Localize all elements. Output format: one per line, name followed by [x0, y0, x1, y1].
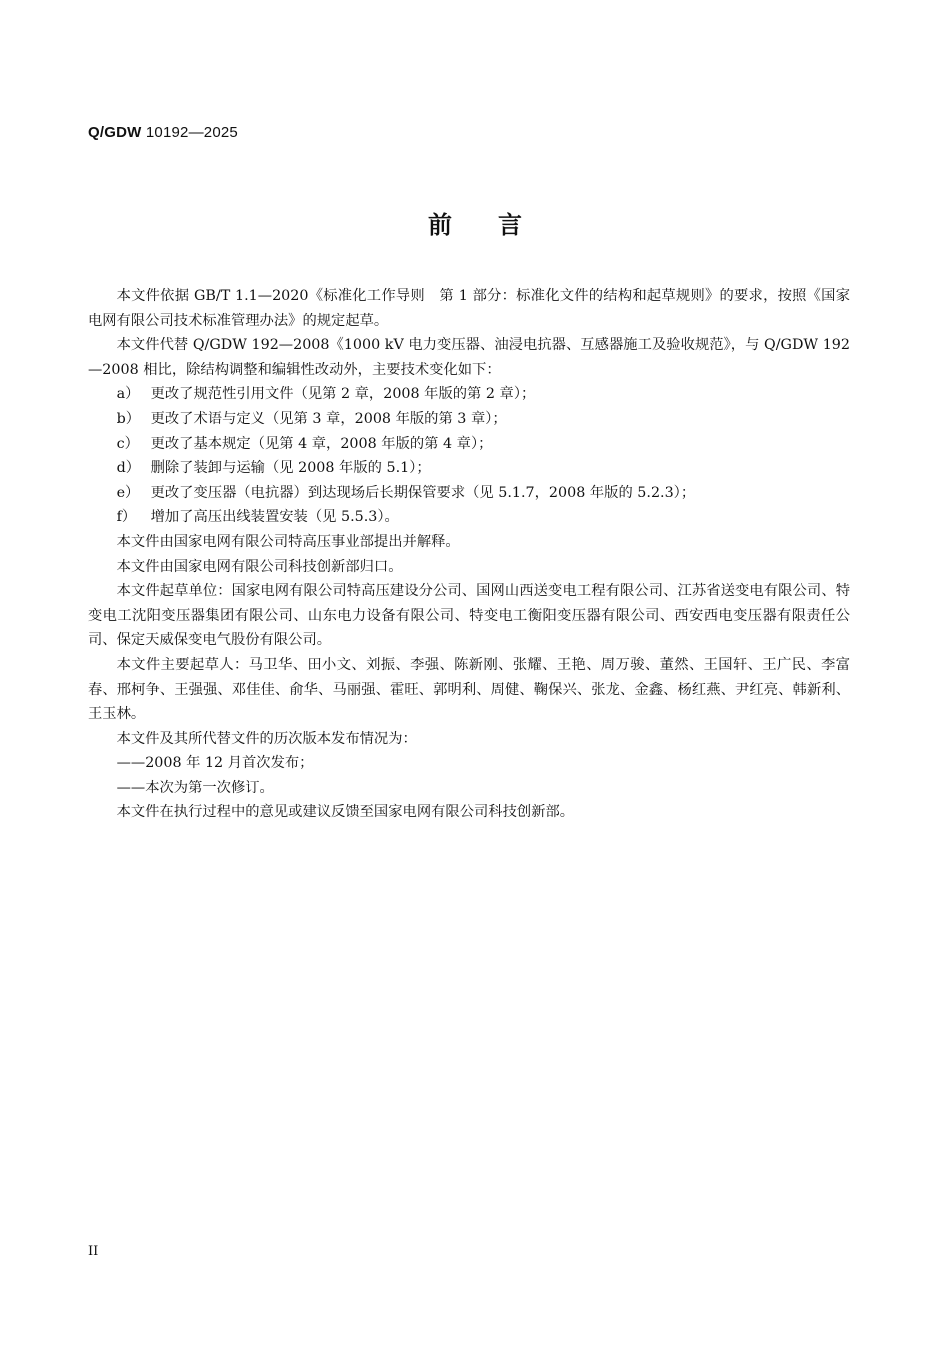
- paragraph-drafters: 本文件主要起草人：马卫华、田小文、刘振、李强、陈新刚、张耀、王艳、周万骏、董然、王国轩、王广民、李富春、邢柯争、王强强、邓佳佳、俞华、马丽强、霍旺、郭明利、周健、鞠保兴、张龙、金鑫、杨红燕、尹红亮、韩新利、王玉林。: [88, 656, 850, 723]
- page-title: 前言: [428, 211, 568, 239]
- list-text: 删除了装卸与运输（见 2008 年版的 5.1）；: [150, 460, 431, 477]
- paragraph-replaces: 本文件代替 Q/GDW 192—2008《1000 kV 电力变压器、油浸电抗器、互感器施工及验收规范》，与 Q/GDW 192—2008 相比，除结构调整和编辑性改动外，主要技术变化如下：: [88, 337, 850, 378]
- list-text: 更改了规范性引用文件（见第 2 章，2008 年版的第 2 章）；: [150, 386, 536, 403]
- list-marker: a）: [116, 386, 140, 403]
- paragraph-feedback: 本文件在执行过程中的意见或建议反馈至国家电网有限公司科技创新部。: [116, 804, 575, 821]
- paragraph-basis: 本文件依据 GB/T 1.1—2020《标准化工作导则 第 1 部分：标准化文件的结构和起草规则》的要求，按照《国家电网有限公司技术标准管理办法》的规定起草。: [88, 288, 850, 329]
- list-item: [88, 456, 850, 481]
- paragraph-centralized: 本文件由国家电网有限公司科技创新部归口。: [116, 558, 403, 575]
- list-marker: d）: [116, 460, 141, 477]
- standard-code-prefix: Q/GDW: [88, 124, 142, 141]
- paragraph-drafting-units: 本文件起草单位：国家电网有限公司特高压建设分公司、国网山西送变电工程有限公司、江苏省送变电有限公司、特变电工沈阳变压器集团有限公司、山东电力设备有限公司、特变电工衡阳变压器有限公司、西安西电变压器有限责任公司、保定天威保变电气股份有限公司。: [88, 583, 850, 649]
- list-item: [88, 382, 850, 407]
- list-marker: f）: [116, 509, 137, 526]
- standard-code-number: 10192—2025: [141, 124, 238, 141]
- list-text: 更改了术语与定义（见第 3 章，2008 年版的第 3 章）；: [150, 410, 507, 427]
- standard-code: [88, 124, 238, 141]
- list-item: [88, 407, 850, 432]
- list-item: [88, 432, 850, 457]
- paragraph-history-intro: 本文件及其所代替文件的历次版本发布情况为：: [116, 730, 417, 747]
- list-marker: e）: [116, 484, 140, 501]
- list-marker: c）: [116, 435, 139, 452]
- list-marker: b）: [116, 410, 141, 427]
- list-item: [88, 481, 850, 506]
- foreword-body: [88, 284, 850, 825]
- paragraph-proposer: 本文件由国家电网有限公司特高压事业部提出并解释。: [116, 533, 460, 550]
- page-number: II: [88, 1244, 99, 1259]
- list-item: [88, 505, 850, 530]
- list-text: 更改了变压器（电抗器）到达现场后长期保管要求（见 5.1.7，2008 年版的 5.2.3）；: [150, 484, 696, 501]
- list-text: 增加了高压出线装置安装（见 5.5.3）。: [150, 509, 399, 526]
- list-text: 更改了基本规定（见第 4 章，2008 年版的第 4 章）；: [150, 435, 493, 452]
- history-item: ——2008 年 12 月首次发布；: [116, 755, 314, 772]
- history-item: ——本次为第一次修订。: [116, 779, 274, 796]
